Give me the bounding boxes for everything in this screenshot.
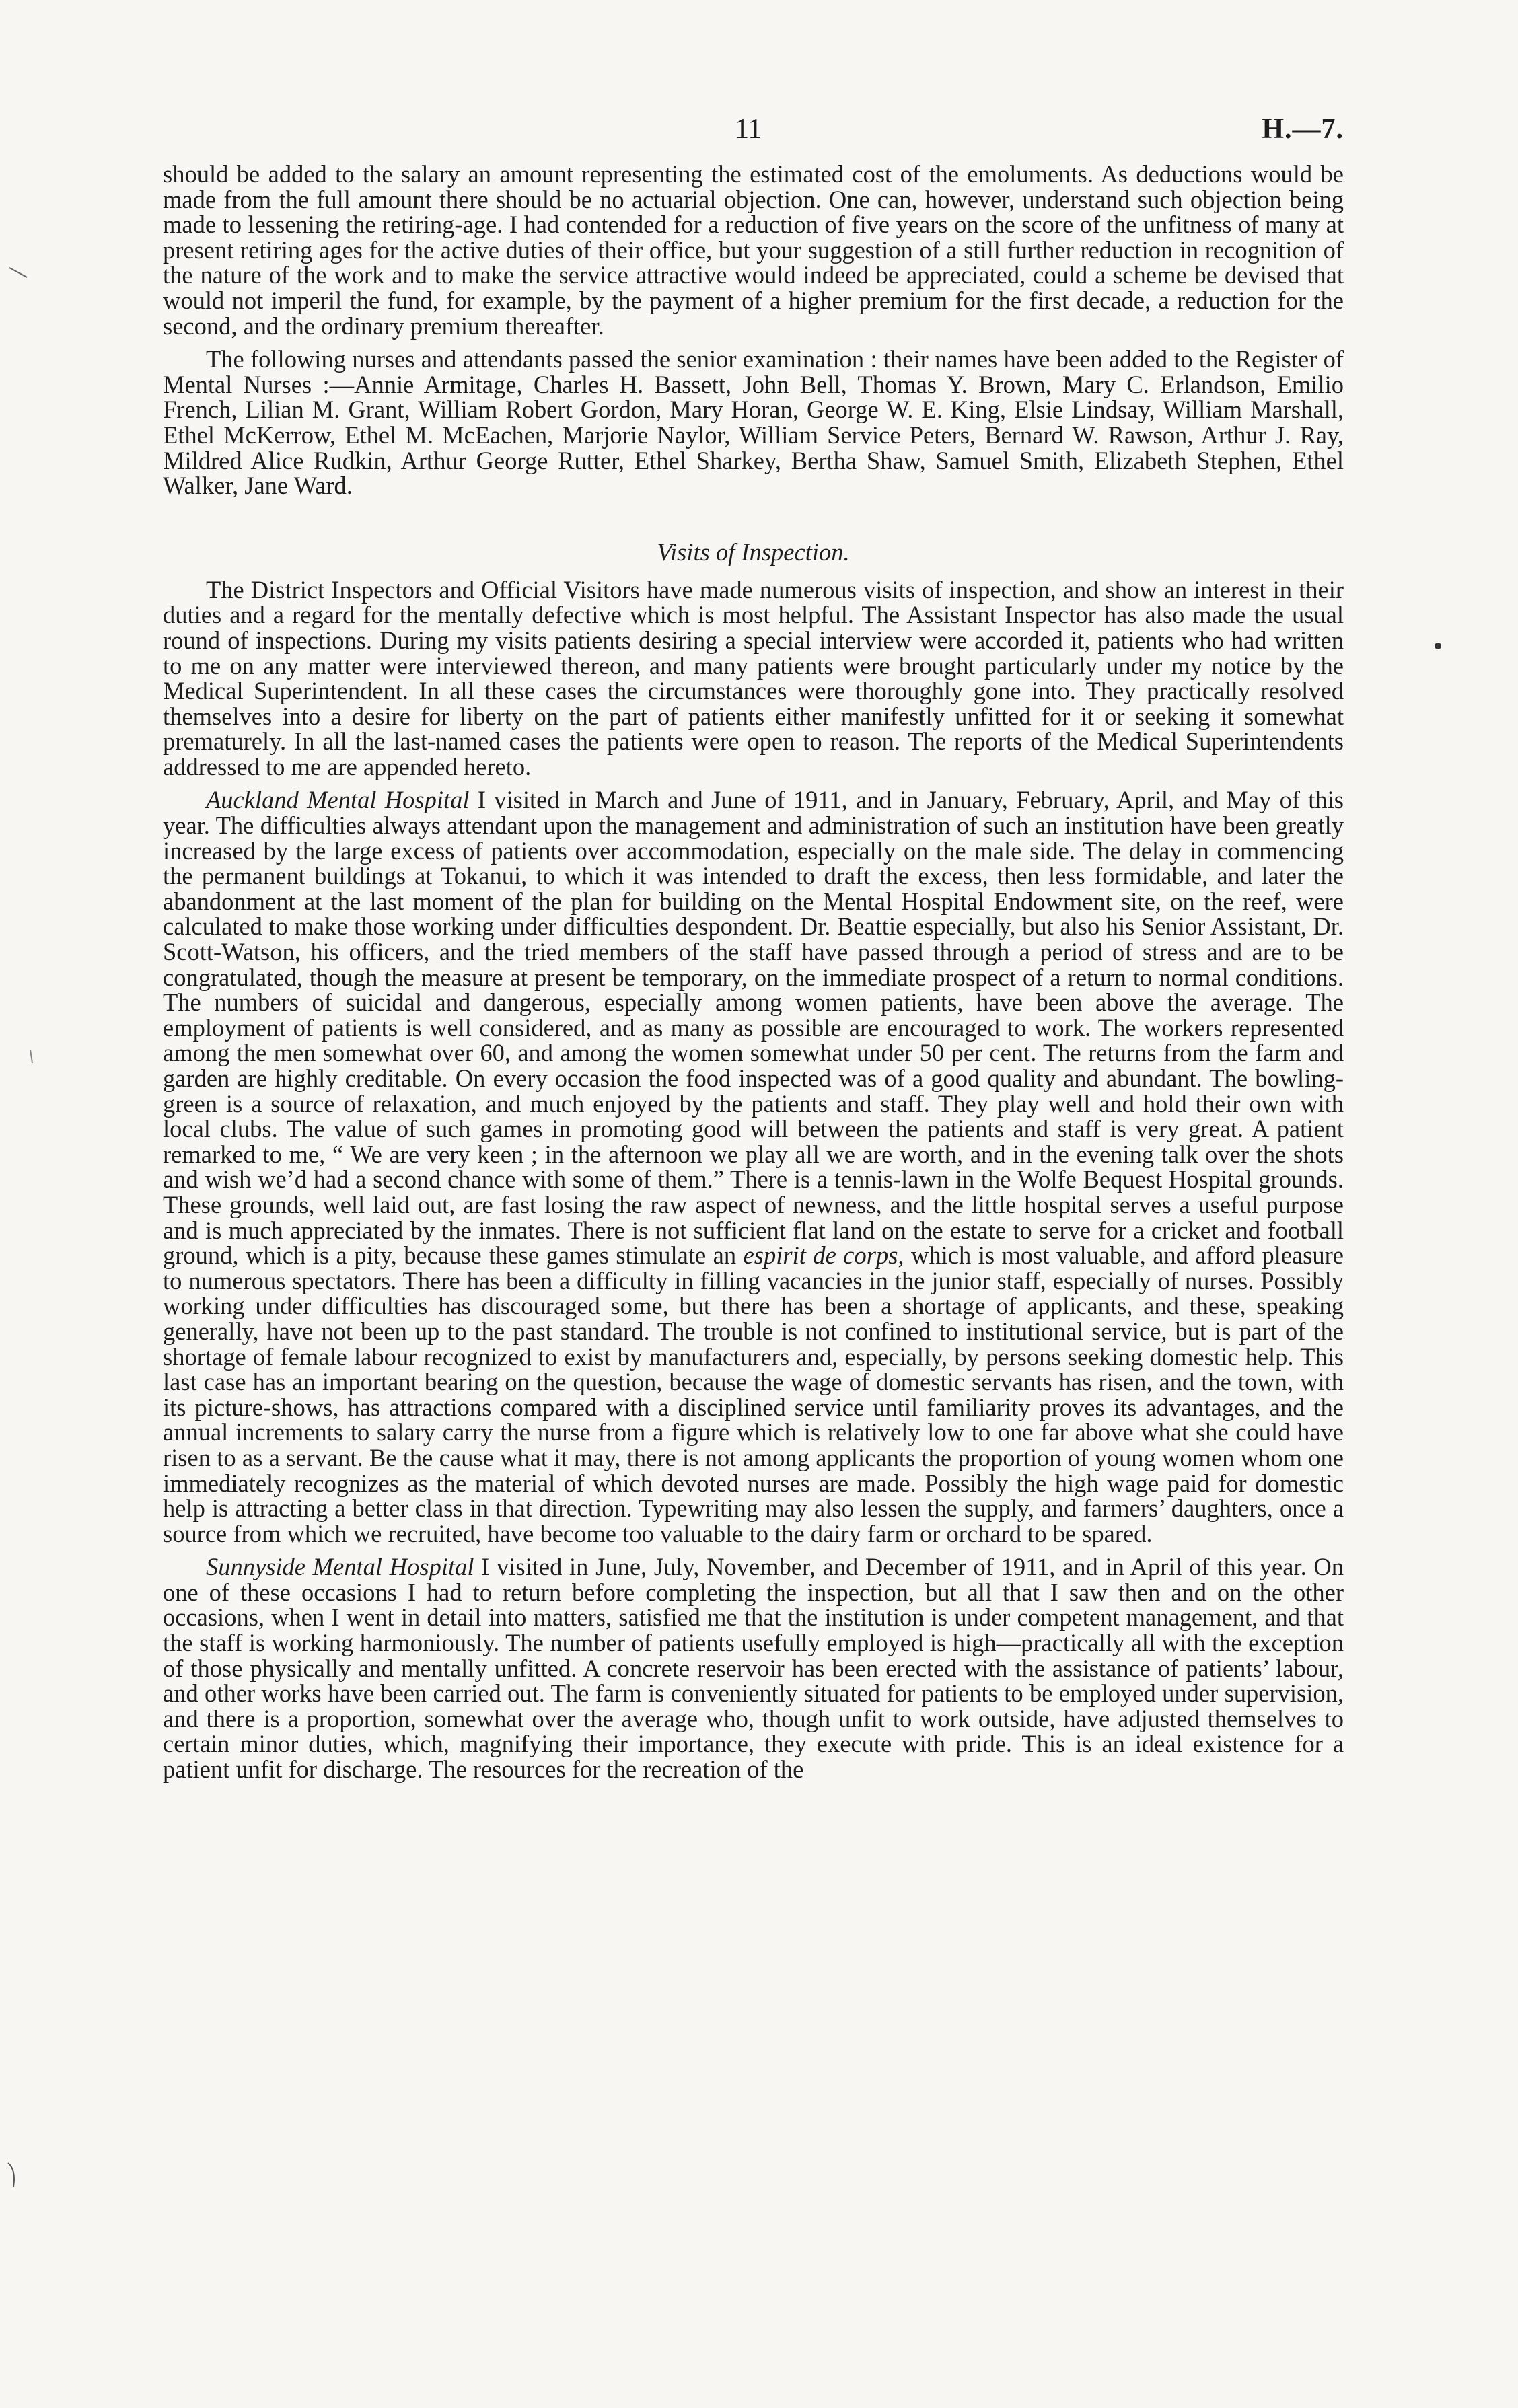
institution-name-auckland: Auckland Mental Hospital	[206, 786, 470, 814]
scan-mark	[8, 2163, 14, 2187]
paragraph-sunnyside	[163, 1554, 1344, 1782]
document-page	[163, 108, 1344, 1782]
paragraph-auckland-text-b: , which is most valuable, and afford pleasure to numerous spectators. There has been a difficulty in filling vacancies in the junior staff, especially of nurses. Possibly working under difficulties has discouraged some, but there has been a shortage of applicants, and these, speaking generally, have not been up to the past standard. The trouble is not confined to institutional service, but is part of the shortage of female labour recognized to exist by manufacturers and, especially, by persons seeking domestic help. This last case has an important bearing on the question, because the wage of domestic servants has risen, and the town, with its picture-shows, has attractions compared with a disciplined service until familiarity proves its advantages, and the annual increments to salary carry the nurse from a figure which is relatively low to one far above what she could have risen to as a servant. Be the cause what it may, there is not among applicants the proportion of young women whom one immediately recognizes as the material of which devoted nurses are made. Possibly the high wage paid for domestic help is attracting a better class in that direction. Typewriting may also lessen the supply, and farmers’ daughters, once a source from which we recruited, have become too valuable to the dairy farm or orchard to be spared.	[163, 1241, 1344, 1547]
paper-reference: H.—7.	[1262, 114, 1344, 145]
scan-mark	[30, 1050, 32, 1063]
italic-phrase: espirit de corps	[743, 1241, 898, 1270]
institution-name-sunnyside: Sunnyside Mental Hospital	[206, 1553, 474, 1581]
paragraph-auckland	[163, 787, 1344, 1546]
page-number: 11	[735, 114, 762, 145]
paragraph-auckland-text-a: I visited in March and June of 1911, and in January, February, April, and May of this year. The difficulties always attendant upon the management and administration of such an institution have been greatly increased by the large excess of patients over accommodation, especially on the male side. The delay in commencing the permanent buildings at Tokanui, to which it was intended to draft the excess, then less formidable, and later the abandonment at the last moment of the plan for building on the Mental Hospital Endowment site, on the reef, were calculated to make those working under difficulties despondent. Dr. Beattie especially, but also his Senior Assistant, Dr. Scott-Watson, his officers, and the tried members of the staff have passed through a period of stress and are to be congratulated, though the measure at present be temporary, on the immediate prospect of a return to normal conditions. The numbers of suicidal and dangerous, especially among women patients, have been above the average. The employment of patients is well considered, and as many as possible are encouraged to work. The workers represented among the men somewhat over 60, and among the women somewhat under 50 per cent. The returns from the farm and garden are highly creditable. On every occasion the food inspected was of a good quality and abundant. The bowling-green is a source of relaxation, and much enjoyed by the patients and staff. They play well and hold their own with local clubs. The value of such games in promoting good will between the patients and staff is very great. A patient remarked to me, “ We are very keen ; in the afternoon we play all we are worth, and in the evening talk over the shots and wish we’d had a second chance with some of them.” There is a tennis-lawn in the Wolfe Bequest Hospital grounds. These grounds, well laid out, are fast losing the raw aspect of newness, and the little hospital serves a useful purpose and is much appreciated by the inmates. There is not sufficient flat land on the estate to serve for a cricket and football ground, which is a pity, because these games stimulate an	[163, 786, 1344, 1270]
paragraph-inspectors: The District Inspectors and Official Visitors have made numerous visits of inspection, and show an interest in their duties and a regard for the mentally defective which is most helpful. The Assistant Inspector has also made the usual round of inspections. During my visits patients desiring a special interview were accorded it, patients who had written to me on any matter were interviewed thereon, and many patients were brought particularly under my notice by the Medical Superintendent. In all these cases the circumstances were thoroughly gone into. They practically resolved themselves into a desire for liberty on the part of patients either manifestly unfitted for it or seeking it somewhat prematurely. In all the last-named cases the patients were open to reason. The reports of the Medical Superintendents addressed to me are appended hereto.	[163, 575, 1344, 780]
paragraph-sunnyside-text: I visited in June, July, November, and December of 1911, and in April of this year. On one of these occasions I had to return before completing the inspection, but all that I saw then and on the other occasions, when I went in detail into matters, satisfied me that the institution is under competent management, and that the staff is working harmoniously. The number of patients usefully employed is high—practically all with the exception of those physically and mentally unfitted. A concrete reservoir has been erected with the assistance of patients’ labour, and other works have been carried out. The farm is conveniently situated for patients to be employed under supervision, and there is a proportion, somewhat over the average who, though unfit to work outside, have adjusted themselves to certain minor duties, which, magnifying their importance, they execute with pride. This is an ideal existence for a patient unfit for discharge. The resources for the recreation of the	[163, 1553, 1344, 1784]
scan-dot	[1435, 643, 1441, 649]
page-header	[163, 108, 1344, 161]
paragraph-senior-examination: The following nurses and attendants passed the senior examination : their names have been added to the Register of Mental Nurses :—Annie Armitage, Charles H. Bassett, John Bell, Thomas Y. Brown, Mary C. Erlandson, Emilio French, Lilian M. Grant, William Robert Gordon, Mary Horan, George W. E. King, Elsie Lindsay, William Marshall, Ethel McKerrow, Ethel M. McEachen, Marjorie Naylor, William Service Peters, Bernard W. Rawson, Arthur J. Ray, Mildred Alice Rudkin, Arthur George Rutter, Ethel Sharkey, Bertha Shaw, Samuel Smith, Elizabeth Stephen, Ethel Walker, Jane Ward.	[163, 345, 1344, 500]
paragraph-emoluments: should be added to the salary an amount representing the estimated cost of the emoluments. As deductions would be made from the full amount there should be no actuarial objection. One can, however, understand such objection being made to lessening the retiring-age. I had contended for a reduction of five years on the score of the unfitness of many at present retiring ages for the active duties of their office, but your suggestion of a still further reduction in recognition of the nature of the work and to make the service attractive would indeed be appreciated, could a scheme be devised that would not imperil the fund, for example, by the payment of a higher premium for the first decade, a reduction for the second, and the ordinary premium thereafter.	[163, 160, 1344, 340]
scan-mark	[9, 268, 27, 277]
section-heading: Visits of Inspection.	[657, 538, 850, 566]
